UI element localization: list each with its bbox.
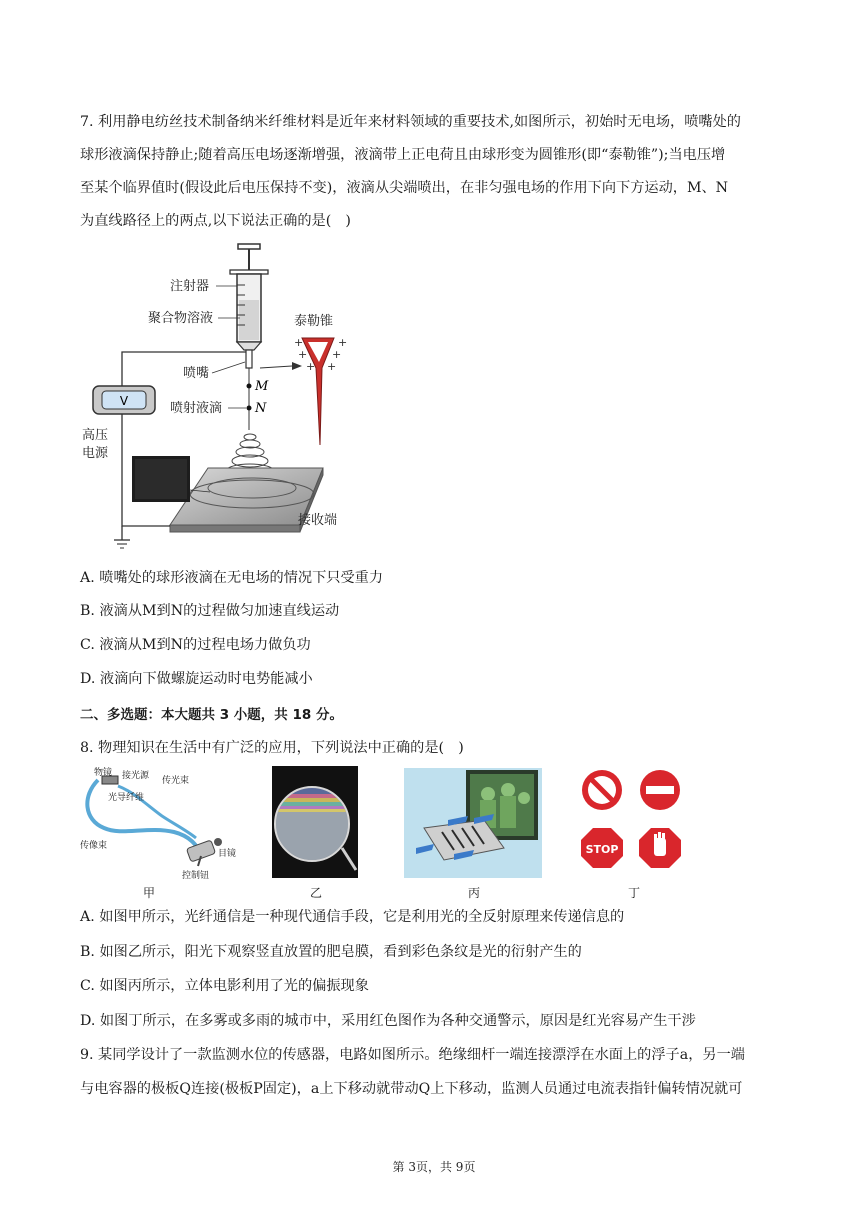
caption-bing: 丙 xyxy=(468,886,481,900)
q8-option-c: C. 如图丙所示，立体电影利用了光的偏振现象 xyxy=(80,978,369,994)
page-footer: 第 3页，共 9页 xyxy=(392,1160,476,1174)
jia-label-image-bundle: 传像束 xyxy=(80,841,108,851)
q8-stem: 8. 物理知识在生活中有广泛的应用，下列说法中正确的是( ) xyxy=(80,740,464,756)
fig-ding-traffic-signs xyxy=(578,768,688,874)
stop-sign-icon xyxy=(581,828,623,868)
svg-text:+: + xyxy=(298,348,308,361)
jia-label-eyepiece: 目镜 xyxy=(218,849,237,859)
no-entry-circle-icon xyxy=(582,770,622,810)
jia-label-light-source: 接光源 xyxy=(122,771,150,781)
label-syringe: 注射器 xyxy=(170,279,210,294)
fig-yi-soap-film xyxy=(272,766,358,878)
point-m-dot xyxy=(247,384,252,389)
section-multi-choice-header: 二、多选题：本大题共 3 小题，共 18 分。 xyxy=(80,707,343,723)
jia-label-fiber: 光导纤维 xyxy=(108,793,145,803)
voltmeter-label: V xyxy=(119,394,129,408)
svg-text:+: + xyxy=(338,336,348,349)
q7-line-4: 为直线路径上的两点,以下说法正确的是( ) xyxy=(80,213,351,229)
q7-option-a: A. 喷嘴处的球形液滴在无电场的情况下只受重力 xyxy=(80,570,384,586)
label-hv-2: 电源 xyxy=(82,446,109,461)
q7-line-3: 至某个临界值时(假设此后电压保持不变)，液滴从尖端喷出，在非匀强电场的作用下向下方运动，M、N xyxy=(80,180,729,196)
q7-line-2: 球形液滴保持静止;随着高压电场逐渐增强，液滴带上正电荷且由球形变为圆锥形(即“泰勒锥”);当电压增 xyxy=(80,147,726,163)
label-taylor-cone: 泰勒锥 xyxy=(294,314,334,329)
q7-option-d: D. 液滴向下做螺旋运动时电势能减小 xyxy=(80,671,313,687)
label-nozzle: 喷嘴 xyxy=(183,366,210,381)
jia-label-control: 控制钮 xyxy=(182,871,210,881)
jia-label-light-bundle: 传光束 xyxy=(162,776,190,786)
q9-line-1: 9. 某同学设计了一款监测水位的传感器，电路如图所示。绝缘细杆一端连接漂浮在水面上的浮子a，另一端 xyxy=(80,1047,745,1063)
label-m: M xyxy=(255,379,269,394)
fig-jia-endoscope xyxy=(78,766,238,882)
q8-option-b: B. 如图乙所示，阳光下观察竖直放置的肥皂膜，看到彩色条纹是光的衍射产生的 xyxy=(80,944,582,960)
jia-label-objective: 物镜 xyxy=(94,768,113,778)
label-jet: 喷射液滴 xyxy=(170,401,223,416)
svg-text:+: + xyxy=(332,348,342,361)
electrospinning-figure xyxy=(80,240,380,560)
q8-option-d: D. 如图丁所示，在多雾或多雨的城市中，采用红色图作为各种交通警示，原因是红光容易产生干涉 xyxy=(80,1013,696,1029)
svg-text:+: + xyxy=(306,360,316,373)
do-not-enter-icon xyxy=(640,770,680,810)
stop-sign-text: STOP xyxy=(585,843,619,856)
q7-option-c: C. 液滴从M到N的过程电场力做负功 xyxy=(80,637,311,653)
label-solution: 聚合物溶液 xyxy=(148,311,214,326)
point-n-dot xyxy=(247,406,252,411)
label-collector: 接收端 xyxy=(298,513,338,528)
svg-text:+: + xyxy=(327,360,337,373)
q9-line-2: 与电容器的极板Q连接(极板P固定)，a上下移动就带动Q上下移动，监测人员通过电流表指针偏转情况就可 xyxy=(80,1081,743,1097)
caption-ding: 丁 xyxy=(628,886,641,900)
label-hv-1: 高压 xyxy=(82,428,109,443)
q7-line-1: 7. 利用静电纺丝技术制备纳米纤维材料是近年来材料领域的重要技术,如图所示，初始时无电场，喷嘴处的 xyxy=(80,114,741,130)
caption-yi: 乙 xyxy=(310,886,323,900)
hand-stop-sign-icon xyxy=(639,828,681,868)
q7-option-b: B. 液滴从M到N的过程做匀加速直线运动 xyxy=(80,603,340,619)
fig-bing-3d-movie xyxy=(404,768,542,878)
syringe-icon xyxy=(230,244,268,368)
caption-jia: 甲 xyxy=(143,886,156,900)
label-n: N xyxy=(255,401,267,416)
voltmeter-icon xyxy=(93,386,155,414)
svg-text:+: + xyxy=(294,336,304,349)
q8-option-a: A. 如图甲所示，光纤通信是一种现代通信手段，它是利用光的全反射原理来传递信息的 xyxy=(80,909,625,925)
